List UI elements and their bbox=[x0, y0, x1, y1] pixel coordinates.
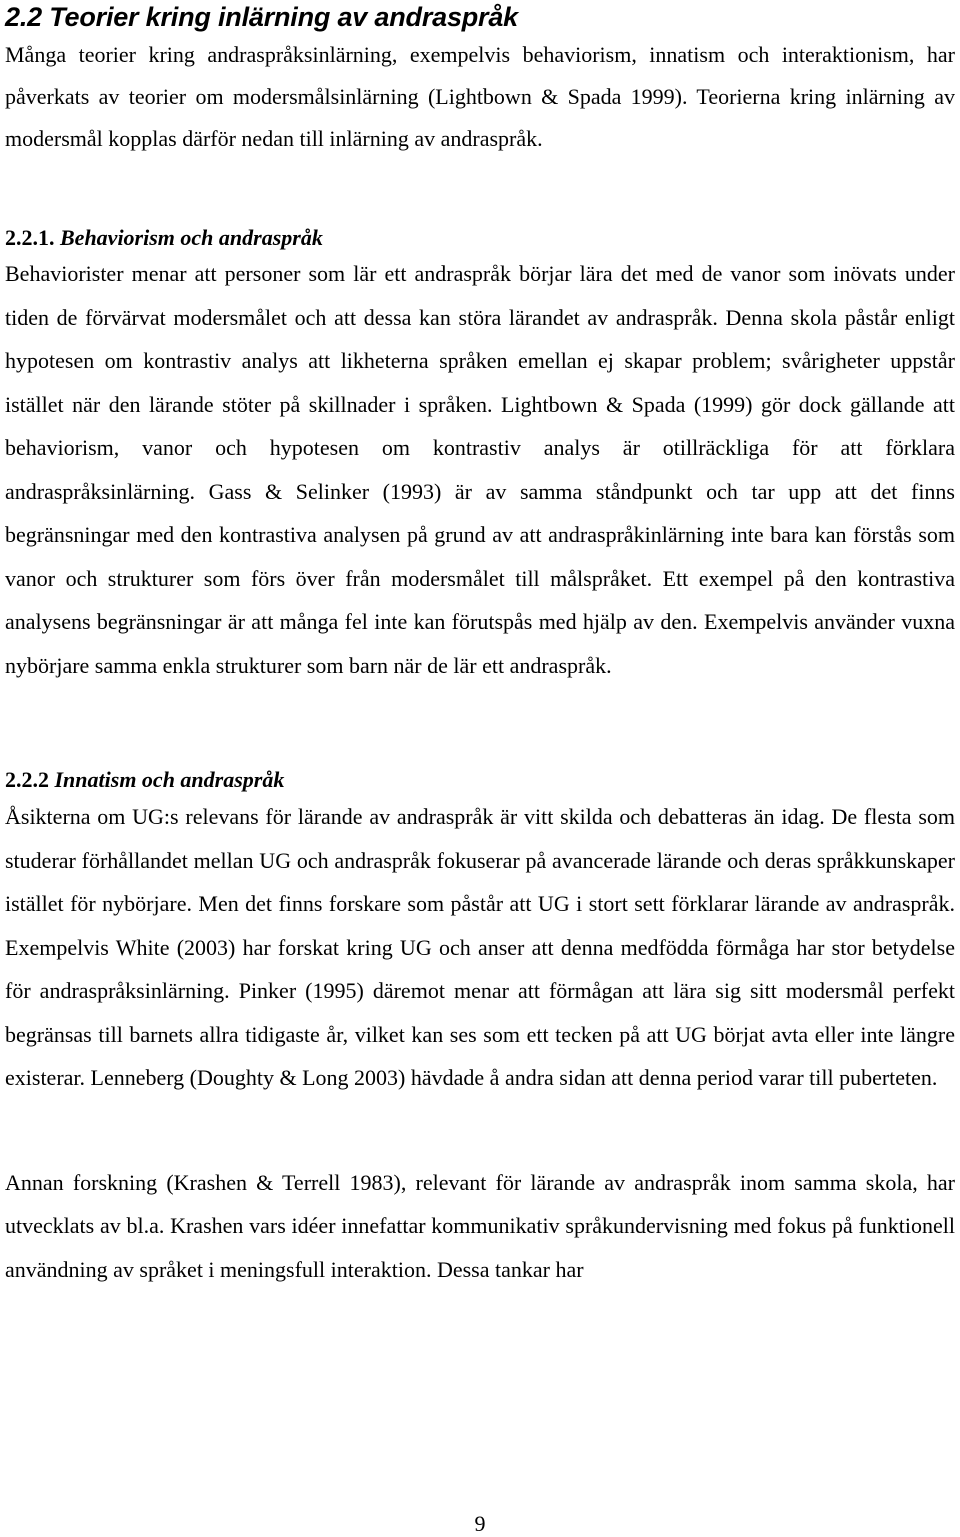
subsection-title: Innatism och andraspråk bbox=[54, 767, 285, 792]
spacer bbox=[5, 1100, 955, 1161]
spacer bbox=[5, 687, 955, 765]
subsection-heading-behaviorism bbox=[5, 223, 955, 253]
closing-paragraph: Annan forskning (Krashen & Terrell 1983), relevant för lärande av andraspråk inom samma skola, har utvecklats av bl.a. Krashen vars idéer innefattar kommunikativ språkundervisning med fokus på funktionell användning av språket i meningsfull interaktion. Dessa tankar har bbox=[5, 1169, 955, 1282]
section-heading: 2.2 Teorier kring inlärning av andraspråk bbox=[5, 2, 518, 32]
subsection-number: 2.2.1. bbox=[5, 225, 55, 250]
behaviorism-paragraph: Behaviorister menar att personer som lär ett andraspråk börjar lära det med de vanor som inövats under tiden de förvärvat modersmålet och att dessa kan störa lärandet av andraspråk. Denna skola påstår enligt hypotesen om kontrastiv analys att likheterna språken emellan ej skapar problem; svårigheter uppstår istället när den lärande stöter på skillnader i språken. Lightbown & Spada (1999) gör dock gällande att behaviorism, vanor och hypotesen om kontrastiv analys är otillräckliga för att förklara andraspråksinlärning. Gass & Selinker (1993) är av samma ståndpunkt och tar upp att det finns begränsningar med den kontrastiva analysen på grund av att andraspråkinlärning inte bara kan förstås som vanor och strukturer som förs över från modersmålet till målspråket. Ett exempel på den kontrastiva analysens begränsningar är att många fel inte kan förutspås med hjälp av den. Exempelvis använder vuxna nybörjare samma enkla strukturer som barn när de lär ett andraspråk. bbox=[5, 261, 955, 678]
spacer bbox=[5, 160, 955, 223]
intro-paragraph: Många teorier kring andraspråksinlärning, exempelvis behaviorism, innatism och interaktionism, har påverkats av teorier om modersmålsinlärning (Lightbown & Spada 1999). Teorierna kring inlärning av modersmål kopplas därför nedan till inlärning av andraspråk. bbox=[5, 42, 955, 151]
subsection-title: Behaviorism och andraspråk bbox=[60, 225, 323, 250]
subsection-number: 2.2.2 bbox=[5, 767, 49, 792]
subsection-heading-innatism bbox=[5, 765, 955, 795]
innatism-paragraph: Åsikterna om UG:s relevans för lärande av andraspråk är vitt skilda och debatteras än idag. De flesta som studerar förhållandet mellan UG och andraspråk fokuserar på avancerade lärande och deras språkkunskaper istället för nybörjare. Men det finns forskare som påstår att UG i stort sett förklarar lärande av andraspråk. Exempelvis White (2003) har forskat kring UG och anser att denna medfödda förmåga har stor betydelse för andraspråksinlärning. Pinker (1995) däremot menar att förmågan att lära sig sitt modersmål perfekt begränsas till barnets allra tidigaste år, vilket kan ses som ett tecken på att UG börjat avta eller inte längre existerar. Lenneberg (Doughty & Long 2003) hävdade å andra sidan att denna period varar till puberteten. bbox=[5, 804, 955, 1090]
page-number: 9 bbox=[474, 1511, 486, 1536]
document-page bbox=[5, 0, 955, 1291]
